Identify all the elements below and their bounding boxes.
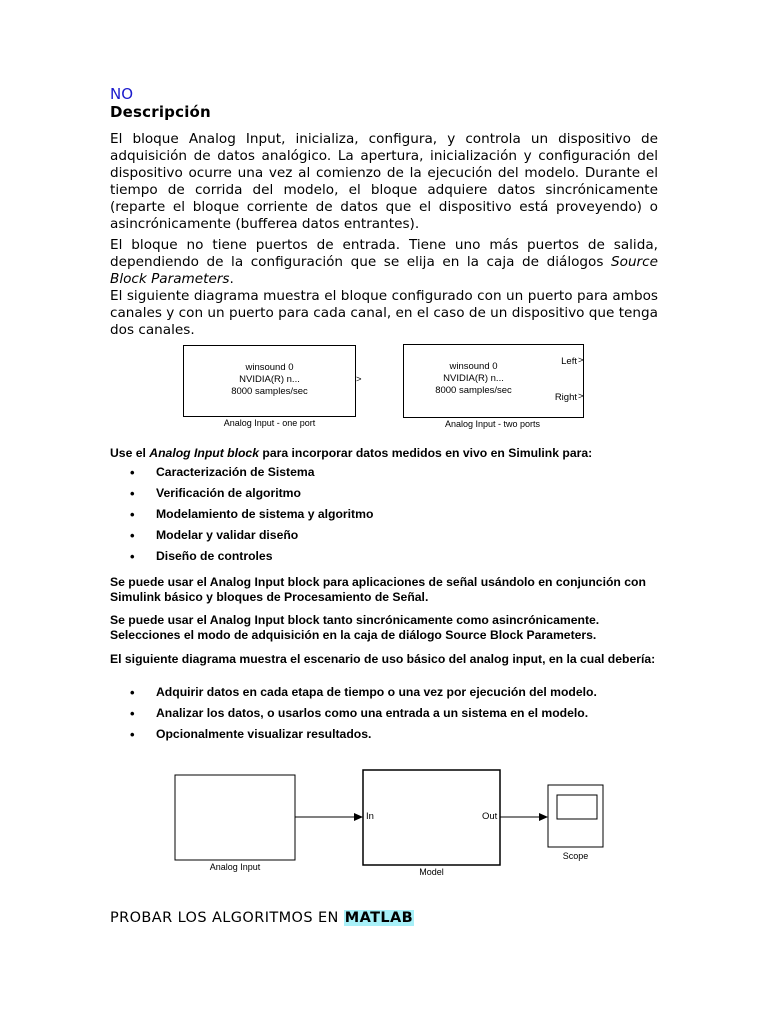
- block2-line-device: winsound 0: [449, 361, 498, 372]
- section-heading: Descripción: [110, 103, 211, 121]
- list-item: • Opcionalmente visualizar resultados.: [130, 727, 597, 748]
- model-caption: Model: [419, 867, 444, 877]
- arrow-head-1-icon: [354, 813, 363, 821]
- model-in-port-label: In: [366, 811, 374, 822]
- analog-input-block: [175, 775, 295, 860]
- doc-tag: NO: [110, 85, 134, 103]
- block2-port-right-label: Right: [554, 392, 577, 403]
- use-intro-pre: Use el: [110, 446, 150, 460]
- matlab-highlight: MATLAB: [344, 910, 414, 926]
- list-item: • Analizar los datos, o usarlos como una entrada a un sistema en el modelo.: [130, 706, 597, 727]
- paragraph-ports-text: El bloque no tiene puertos de entrada. Tiene uno más puertos de salida, dependiendo de la configuración que se elija en la caja de diálogos: [110, 237, 658, 270]
- list-item: • Modelamiento de sistema y algoritmo: [130, 507, 373, 528]
- paragraph-ports-italic: Source Block Parameters: [110, 254, 658, 287]
- paragraph-sync-modes: Se puede usar el Analog Input block tanto sincrónicamente como asincrónicamente. Selecciones el modo de adquisición en la caja de diálogo Source Block Parameters.: [110, 613, 600, 642]
- paragraph-signal-apps: Se puede usar el Analog Input block para aplicaciones de señal usándolo en conjunción con Simulink básico y bloques de Procesamiento de Señal.: [110, 575, 646, 604]
- model-out-port-label: Out: [482, 811, 498, 822]
- footer-heading: [110, 910, 414, 926]
- paragraph-diagram-intro: El siguiente diagrama muestra el bloque configurado con un puerto para ambos canales y con un puerto para cada canal, en el caso de un dispositivo que tenga dos canales.: [110, 288, 658, 338]
- block2-line-adapter: NVIDIA(R) n...: [443, 373, 504, 384]
- block2-left-port-icon: >: [578, 355, 584, 366]
- scope-screen-icon: [557, 795, 597, 819]
- list-item: • Modelar y validar diseño: [130, 528, 373, 549]
- paragraph-description: El bloque Analog Input, inicializa, configura, y controla un dispositivo de adquisición de datos analógico. La apertura, inicialización y configuración del dispositivo ocurre una vez al comienzo de la ejecución del modelo. Durante el tiempo de corrida del modelo, el bloque adquiere datos sincrónicamente (reparte el bloque corriente de datos que el dispositivo está proveyendo) o asincrónicamente (bufferea datos entrantes).: [110, 131, 658, 232]
- block1-line-device: winsound 0: [245, 362, 294, 373]
- paragraph-scenario-intro: El siguiente diagrama muestra el escenario de uso básico del analog input, en la cual debería:: [110, 652, 656, 666]
- arrow-head-2-icon: [539, 813, 548, 821]
- list-item: • Caracterización de Sistema: [130, 465, 373, 486]
- scope-caption: Scope: [562, 851, 589, 861]
- block1-line-adapter: NVIDIA(R) n...: [239, 374, 300, 385]
- block1-caption: Analog Input - one port: [223, 418, 316, 428]
- block1-line-rate: 8000 samples/sec: [231, 386, 308, 397]
- model-block: [363, 770, 500, 865]
- footer-text: PROBAR LOS ALGORITMOS EN: [110, 910, 344, 926]
- analog-input-caption: Analog Input: [209, 862, 261, 872]
- list-item: • Diseño de controles: [130, 549, 373, 570]
- block2-line-rate: 8000 samples/sec: [435, 385, 512, 396]
- block2-port-left-label: Left: [561, 356, 577, 367]
- block2-caption: Analog Input - two ports: [444, 419, 541, 429]
- list-item: • Verificación de algoritmo: [130, 486, 373, 507]
- use-intro-post: para incorporar datos medidos en vivo en Simulink para:: [258, 446, 593, 460]
- block1-output-port-icon: >: [356, 374, 362, 385]
- list-item: • Adquirir datos en cada etapa de tiempo o una vez por ejecución del modelo.: [130, 685, 597, 706]
- paragraph-ports-end: .: [229, 271, 234, 287]
- use-intro-italic: Analog Input block: [149, 446, 259, 460]
- block2-right-port-icon: >: [578, 391, 584, 402]
